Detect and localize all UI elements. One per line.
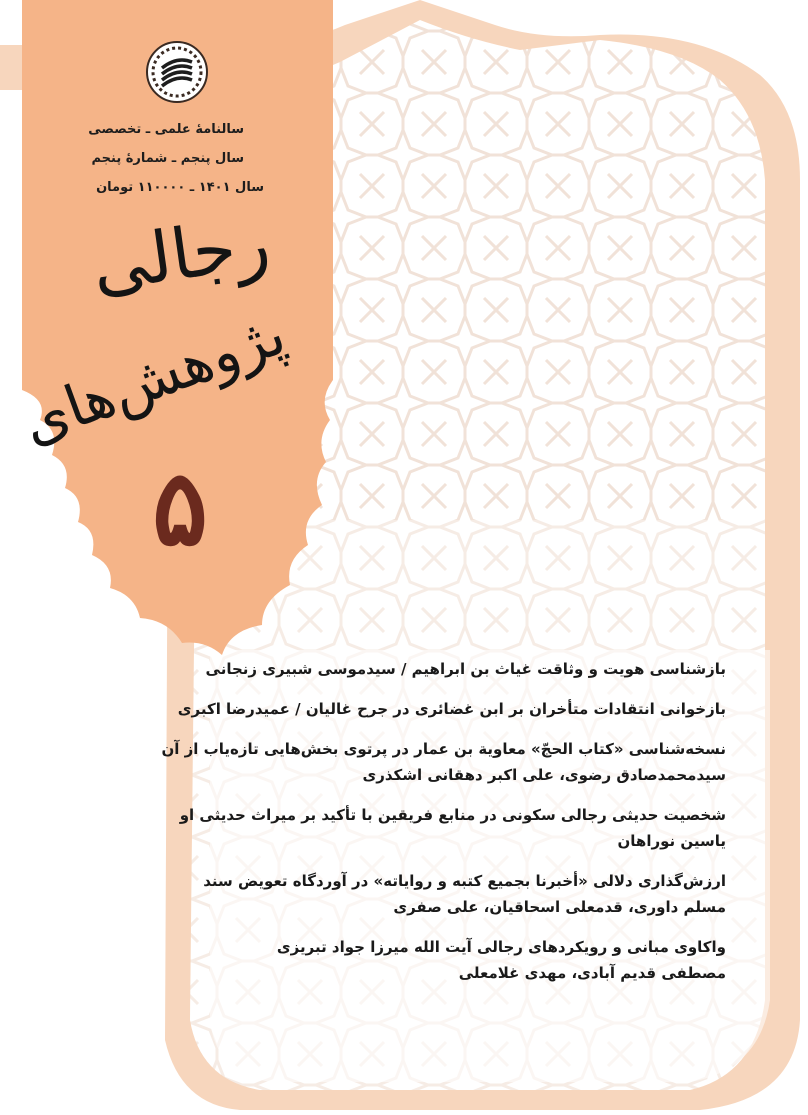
toc-entry-title: نسخه‌شناسی «کتاب الحجّ» معاویة بن عمار در پرتوی بخش‌هایی تازه‌یاب از آن <box>161 740 726 758</box>
issue-number: ۵ <box>152 446 208 569</box>
toc-entry <box>177 696 726 722</box>
volume-issue: سال پنجم ـ شمارهٔ پنجم <box>91 151 244 166</box>
journal-title-line1: رجالی <box>86 201 275 308</box>
toc-entry-title: شخصیت حدیثی رجالی سکونی در منابع فریقین با تأکید بر میراث حدیثی او <box>179 806 726 824</box>
journal-type: سالنامهٔ علمی ـ تخصصی <box>88 122 244 137</box>
year-price: سال ۱۴۰۱ ـ ۱۱۰۰۰۰ تومان <box>96 180 264 195</box>
toc-entry <box>186 656 726 682</box>
toc-entry-title: بازخوانی انتقادات متأخران بر ابن غضائری در جرح غالیان / عمیدرضا اکبری <box>177 700 726 718</box>
toc-entry <box>186 934 726 986</box>
toc-entry-authors: سیدمحمدصادق رضوی، علی اکبر دهقانی اشکذری <box>362 766 726 784</box>
toc-entry-title: واکاوی مبانی و رویکردهای رجالی آیت الله میرزا جواد تبریزی <box>276 938 726 956</box>
toc-entry-title: بازشناسی هویت و وثاقت غیاث بن ابراهیم / سیدموسی شبیری زنجانی <box>205 660 726 678</box>
journal-title-line2: پژوهش‌های <box>13 299 295 458</box>
toc-entry-authors: یاسین نوراهان <box>617 832 726 850</box>
toc-entry <box>179 802 726 854</box>
toc-entry-authors: مسلم داوری، قدمعلی اسحاقیان، علی صفری <box>393 898 726 916</box>
table-of-contents <box>161 656 726 1000</box>
toc-entry <box>186 868 726 920</box>
publisher-logo-icon <box>147 42 207 102</box>
toc-entry-authors: مصطفی قدیم آبادی، مهدی غلامعلی <box>458 964 726 982</box>
toc-entry <box>161 736 726 788</box>
toc-entry-title: ارزش‌گذاری دلالی «أخبرنا بجمیع کتبه و روایاته» در آوردگاه تعویض سند <box>203 872 726 890</box>
